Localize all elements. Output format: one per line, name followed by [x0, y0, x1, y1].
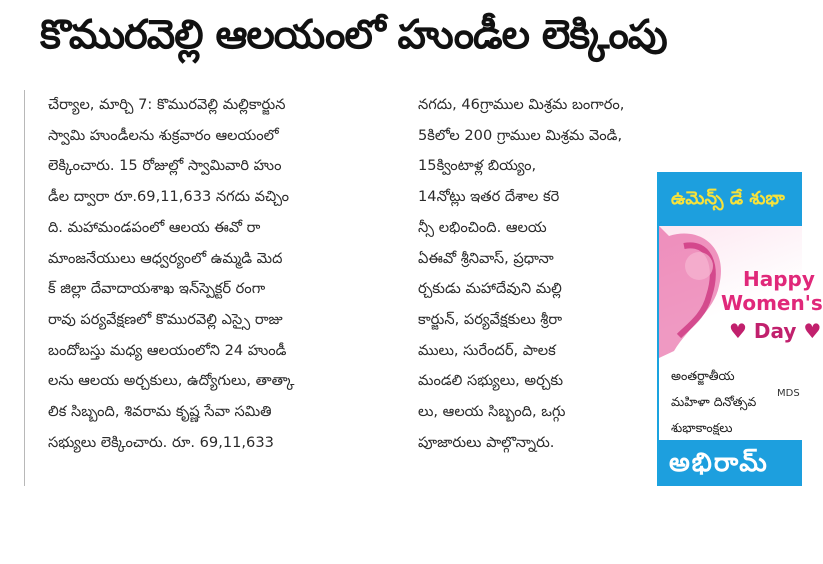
article-line: డీల ద్వారా రూ.69,11,633 నగదు వచ్చిం [48, 188, 290, 206]
article-line: చేర్యాల, మార్చి 7: కొమురవెల్లి మల్లికార్జున [48, 96, 286, 113]
article-line: రావు పర్యవేక్షణలో కొమురవెల్లి ఎస్సై రాజు [48, 310, 283, 328]
article-line: న్సీ లభించింది. ఆలయ [418, 218, 547, 236]
article-line: ది. మహామండపంలో ఆలయ ఈవో రా [48, 218, 261, 236]
article-line: లెక్కించారు. 15 రోజుల్లో స్వామివారి హుం [48, 157, 282, 175]
article-line: ర్చకుడు మహాదేవుని మల్లి [418, 280, 562, 298]
article-line: 15క్వింటాళ్ల బియ్యం, [418, 157, 537, 175]
article-line: 14నోట్లు ఇతర దేశాల కరె [418, 188, 560, 206]
ad-line-1: అంతర్జాతీయ [671, 368, 735, 383]
ad-line-2: మహిళా దినోత్సవ [671, 394, 757, 409]
ad-day-text: ♥ Day ♥ [729, 319, 822, 343]
ad-women-text: Women's [721, 291, 823, 315]
article-line: ములు, సురేందర్, పాలక [418, 341, 556, 359]
ad-brand-banner: అభిరామ్ [659, 440, 802, 486]
article-line: స్వామి హుండీలను శుక్రవారం ఆలయంలో [48, 126, 279, 144]
article-line: లిక సిబ్బంది, శివరామ కృష్ణ సేవా సమితి [48, 403, 272, 421]
article-line: మండలి సభ్యులు, అర్చకు [418, 372, 564, 390]
article-line: లు, ఆలయ సిబ్బంది, ఒగ్గు [418, 403, 566, 421]
article-line: కార్జున్, పర్యవేక్షకులు శ్రీరా [418, 310, 562, 328]
article-line: క్ జిల్లా దేవాదాయశాఖ ఇన్‌స్పెక్టర్ రంగా [48, 280, 266, 298]
article-line: మాంజనేయులు ఆధ్వర్యంలో ఉమ్మడి మెద [48, 249, 283, 267]
article-line: లను ఆలయ అర్చకులు, ఉద్యోగులు, తాత్కా [48, 372, 295, 390]
ad-mds-label: MDS [777, 388, 800, 399]
article-line: బందోబస్తు మధ్య ఆలయంలోని 24 హుండీ [48, 341, 287, 359]
ad-happy-text: Happy [743, 267, 815, 291]
article-line: నగదు, 46గ్రాముల మిశ్రమ బంగారం, [418, 96, 625, 113]
headline: కొమురవెల్లి ఆలయంలో హుండీల లెక్కింపు [40, 12, 667, 58]
womens-day-advertisement [657, 172, 823, 486]
ad-banner-top: ఉమెన్స్ డే శుభా [659, 172, 802, 226]
article-column-1 [48, 90, 398, 458]
article-line: ఏఈవో శ్రీనివాస్, ప్రధానా [418, 249, 554, 267]
ad-line-3: శుభాకాంక్షలు [671, 420, 733, 435]
article-line: పూజారులు పాల్గొన్నారు. [418, 433, 555, 451]
column-rule [24, 90, 25, 486]
article-line: సభ్యులు లెక్కించారు. రూ. 69,11,633 [48, 433, 274, 451]
article-line: 5కిలోల 200 గ్రాముల మిశ్రమ వెండి, [418, 126, 623, 144]
